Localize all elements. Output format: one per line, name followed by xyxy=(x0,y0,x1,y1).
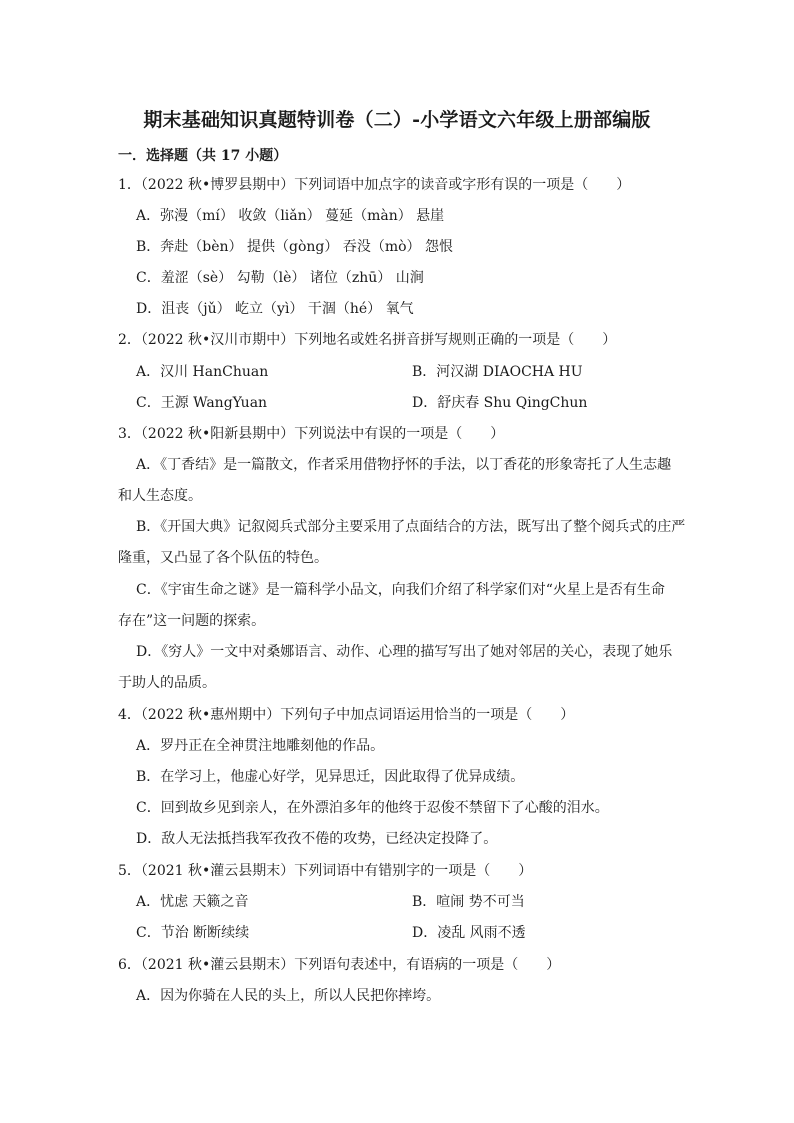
question-option: A．弥漫（mí） 收敛（liǎn） 蔓延（màn） 悬崖 xyxy=(136,208,445,224)
question-option: B．河汉湖 DIAOCHA HU xyxy=(412,364,583,380)
question-option: A．罗丹正在全神贯注地雕刻他的作品。 xyxy=(136,738,385,754)
question-stem: 2．（2022 秋•汉川市期中）下列地名或姓名拼音拼写规则正确的一项是（ ） xyxy=(118,332,617,348)
question-option: C．回到故乡见到亲人，在外漂泊多年的他终于忍俊不禁留下了心酸的泪水。 xyxy=(136,800,609,816)
question-option: C．《宇宙生命之谜》是一篇科学小品文，向我们介绍了科学家们对“火星上是否有生命 xyxy=(136,582,665,598)
question-option: D．凌乱 风雨不透 xyxy=(412,925,526,941)
question-option-cont: 于助人的品质。 xyxy=(118,675,216,691)
question-stem: 3．（2022 秋•阳新县期中）下列说法中有误的一项是（ ） xyxy=(118,426,505,442)
page-title: 期末基础知识真题特训卷（二）-小学语文六年级上册部编版 xyxy=(143,109,651,131)
question-option: D．《穷人》一文中对桑娜语言、动作、心理的描写写出了她对邻居的关心，表现了她乐 xyxy=(136,644,673,660)
question-stem: 5．（2021 秋•灌云县期末）下列词语中有错别字的一项是（ ） xyxy=(118,863,533,879)
question-stem: 4．（2022 秋•惠州期中）下列句子中加点词语运用恰当的一项是（ ） xyxy=(118,707,575,723)
question-option: C．节治 断断续续 xyxy=(136,925,250,941)
question-option-cont: 和人生态度。 xyxy=(118,488,202,504)
question-option: B．奔赴（bèn） 提供（gòng） 吞没（mò） 怨恨 xyxy=(136,239,453,255)
question-option-cont: 隆重，又凸显了各个队伍的特色。 xyxy=(118,550,328,566)
question-option: C．王源 WangYuan xyxy=(136,395,268,411)
question-option: A．汉川 HanChuan xyxy=(136,364,269,380)
question-option: A．忧虑 天籁之音 xyxy=(136,894,249,910)
question-option: B．喧闹 势不可当 xyxy=(412,894,525,910)
question-option-cont: 存在”这一问题的探索。 xyxy=(118,613,266,629)
question-option: A．《丁香结》是一篇散文，作者采用借物抒怀的手法，以丁香花的形象寄托了人生志趣 xyxy=(136,457,672,473)
question-option: C．羞涩（sè） 勾勒（lè） 诸位（zhū） 山涧 xyxy=(136,270,424,286)
question-option: B．《开国大典》记叙阅兵式部分主要采用了点面结合的方法，既写出了整个阅兵式的庄严 xyxy=(136,519,686,535)
question-option: D．沮丧（jǔ） 屹立（yì） 干涸（hé） 氧气 xyxy=(136,301,414,317)
question-stem: 1．（2022 秋•博罗县期中）下列词语中加点字的读音或字形有误的一项是（ ） xyxy=(118,177,631,193)
question-option: D．敌人无法抵挡我军孜孜不倦的攻势，已经决定投降了。 xyxy=(136,831,498,847)
section-heading: 一．选择题（共 17 小题） xyxy=(118,148,288,164)
question-option: B．在学习上，他虚心好学，见异思迁，因此取得了优异成绩。 xyxy=(136,769,525,785)
question-option: A．因为你骑在人民的头上，所以人民把你摔垮。 xyxy=(136,988,441,1004)
question-option: D．舒庆春 Shu QingChun xyxy=(412,395,588,411)
question-stem: 6．（2021 秋•灌云县期末）下列语句表述中，有语病的一项是（ ） xyxy=(118,957,561,973)
